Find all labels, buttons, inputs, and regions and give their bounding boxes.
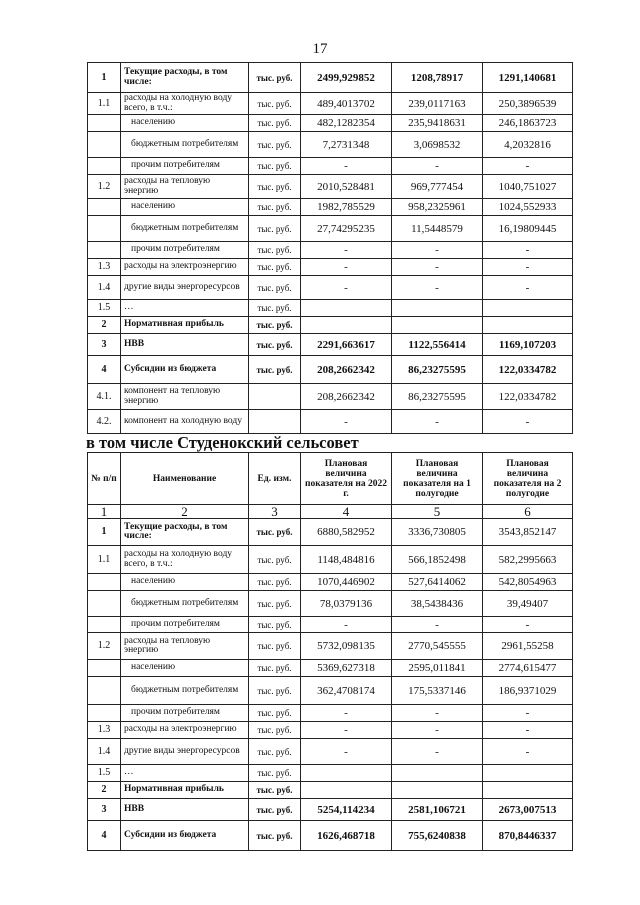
column-number: 4 [301, 505, 392, 519]
column-number: 5 [392, 505, 483, 519]
row-value-h1: 566,1852498 [392, 546, 483, 574]
row-unit: тыс. руб. [249, 591, 301, 617]
row-number [88, 158, 121, 175]
row-value-year: 78,0379136 [301, 591, 392, 617]
row-number: 1.4 [88, 739, 121, 765]
row-value-h1: 2595,011841 [392, 660, 483, 677]
row-value-h1: 2770,545555 [392, 633, 483, 660]
table-row [88, 384, 573, 410]
row-name: Нормативная прибыль [121, 317, 249, 334]
row-number: 2 [88, 317, 121, 334]
row-name: прочим потребителям [121, 242, 249, 259]
row-value-h2: - [483, 722, 573, 739]
table-row [88, 93, 573, 115]
row-name: бюджетным потребителям [121, 132, 249, 158]
table-row [88, 677, 573, 705]
row-unit: тыс. руб. [249, 546, 301, 574]
row-name: населению [121, 199, 249, 216]
table-row [88, 546, 573, 574]
row-number: 1.5 [88, 300, 121, 317]
header-unit: Ед. изм. [249, 453, 301, 505]
row-value-h2: 122,0334782 [483, 356, 573, 384]
row-number: 3 [88, 334, 121, 356]
row-value-h1: 3,0698532 [392, 132, 483, 158]
row-value-h1: 527,6414062 [392, 574, 483, 591]
row-name: другие виды энергоресурсов [121, 739, 249, 765]
row-number: 1.3 [88, 259, 121, 276]
row-value-h2 [483, 765, 573, 782]
row-value-h2: 122,0334782 [483, 384, 573, 410]
row-value-h1: - [392, 617, 483, 633]
row-value-h2: - [483, 739, 573, 765]
row-value-h2: - [483, 705, 573, 722]
row-number: 1.3 [88, 722, 121, 739]
row-name: Текущие расходы, в том числе: [121, 519, 249, 546]
row-value-h2: - [483, 158, 573, 175]
row-value-h2: 2673,007513 [483, 799, 573, 821]
column-number-row [88, 505, 573, 519]
row-value-h2: 3543,852147 [483, 519, 573, 546]
table-row [88, 199, 573, 216]
row-number [88, 216, 121, 242]
row-value-h2: 16,19809445 [483, 216, 573, 242]
row-value-h1: - [392, 259, 483, 276]
row-unit: тыс. руб. [249, 93, 301, 115]
row-value-h1: - [392, 158, 483, 175]
row-name: расходы на холодную воду всего, в т.ч.: [121, 93, 249, 115]
table-row [88, 705, 573, 722]
table-row [88, 334, 573, 356]
row-name: расходы на электроэнергию [121, 722, 249, 739]
row-number [88, 591, 121, 617]
row-value-h1: 38,5438436 [392, 591, 483, 617]
row-value-h2: - [483, 410, 573, 434]
row-name: Субсидии из бюджета [121, 356, 249, 384]
table-row [88, 799, 573, 821]
row-value-h1: 755,6240838 [392, 821, 483, 851]
row-name: бюджетным потребителям [121, 591, 249, 617]
row-value-h2: 4,2032816 [483, 132, 573, 158]
row-value-year: 489,4013702 [301, 93, 392, 115]
row-unit [249, 410, 301, 434]
row-name: населению [121, 660, 249, 677]
table-row [88, 739, 573, 765]
row-number [88, 660, 121, 677]
page-number: 17 [312, 41, 328, 57]
row-name: НВВ [121, 799, 249, 821]
row-value-h1: - [392, 410, 483, 434]
row-value-h1 [392, 782, 483, 799]
row-value-year: 5254,114234 [301, 799, 392, 821]
header-plan-h2: Плановая величина показателя на 2 полугодие [483, 453, 573, 505]
table-row [88, 410, 573, 434]
row-value-year: 1626,468718 [301, 821, 392, 851]
table-row [88, 115, 573, 132]
row-number: 1 [88, 63, 121, 93]
row-unit: тыс. руб. [249, 259, 301, 276]
row-number [88, 242, 121, 259]
section-title: в том числе Студенокский сельсовет [86, 433, 359, 452]
row-unit: тыс. руб. [249, 317, 301, 334]
row-unit: тыс. руб. [249, 356, 301, 384]
budget-table-studenoksky [87, 452, 573, 851]
row-number [88, 115, 121, 132]
row-value-h1: 239,0117163 [392, 93, 483, 115]
row-name: компонент на тепловую энергию [121, 384, 249, 410]
header-plan-2022: Плановая величина показателя на 2022 г. [301, 453, 392, 505]
row-value-h1: 235,9418631 [392, 115, 483, 132]
row-number: 1.1 [88, 546, 121, 574]
row-value-year: - [301, 158, 392, 175]
row-value-year: - [301, 617, 392, 633]
row-unit: тыс. руб. [249, 216, 301, 242]
table-row [88, 574, 573, 591]
row-unit: тыс. руб. [249, 722, 301, 739]
row-number [88, 132, 121, 158]
row-unit: тыс. руб. [249, 677, 301, 705]
row-number [88, 617, 121, 633]
row-unit: тыс. руб. [249, 617, 301, 633]
row-name: бюджетным потребителям [121, 216, 249, 242]
row-unit: тыс. руб. [249, 334, 301, 356]
row-value-h1: 3336,730805 [392, 519, 483, 546]
row-value-h2: - [483, 259, 573, 276]
row-number [88, 574, 121, 591]
row-name: населению [121, 115, 249, 132]
row-unit: тыс. руб. [249, 799, 301, 821]
row-value-h1: 2581,106721 [392, 799, 483, 821]
row-value-year: - [301, 705, 392, 722]
row-number: 3 [88, 799, 121, 821]
table-row [88, 132, 573, 158]
row-value-h1: - [392, 722, 483, 739]
row-value-year: 2010,528481 [301, 175, 392, 199]
row-value-h2: 2961,55258 [483, 633, 573, 660]
row-value-year: 2291,663617 [301, 334, 392, 356]
row-value-year: 1070,446902 [301, 574, 392, 591]
row-name: прочим потребителям [121, 705, 249, 722]
row-value-year: 482,1282354 [301, 115, 392, 132]
row-value-h2: - [483, 276, 573, 300]
row-name: прочим потребителям [121, 158, 249, 175]
row-value-h2: 1040,751027 [483, 175, 573, 199]
row-value-year: 208,2662342 [301, 384, 392, 410]
row-unit: тыс. руб. [249, 821, 301, 851]
row-number: 1.5 [88, 765, 121, 782]
row-unit: тыс. руб. [249, 300, 301, 317]
column-number: 3 [249, 505, 301, 519]
row-value-year: 5732,098135 [301, 633, 392, 660]
row-value-year: 7,2731348 [301, 132, 392, 158]
row-value-year: 208,2662342 [301, 356, 392, 384]
table-row [88, 765, 573, 782]
row-value-h1 [392, 765, 483, 782]
table-row [88, 782, 573, 799]
table-row [88, 317, 573, 334]
row-value-year: 27,74295235 [301, 216, 392, 242]
table-row [88, 660, 573, 677]
header-plan-h1: Плановая величина показателя на 1 полугодие [392, 453, 483, 505]
row-name: расходы на электроэнергию [121, 259, 249, 276]
row-value-h2 [483, 782, 573, 799]
row-value-h2: 2774,615477 [483, 660, 573, 677]
column-number: 6 [483, 505, 573, 519]
row-name: … [121, 300, 249, 317]
header-name: Наименование [121, 453, 249, 505]
row-value-year: 1148,484816 [301, 546, 392, 574]
row-unit: тыс. руб. [249, 574, 301, 591]
row-unit: тыс. руб. [249, 739, 301, 765]
row-value-year: - [301, 410, 392, 434]
row-value-h2: 186,9371029 [483, 677, 573, 705]
row-number: 1 [88, 519, 121, 546]
row-name: расходы на тепловую энергию [121, 633, 249, 660]
table-row [88, 300, 573, 317]
row-unit [249, 384, 301, 410]
row-unit: тыс. руб. [249, 519, 301, 546]
row-value-h1: - [392, 276, 483, 300]
row-unit: тыс. руб. [249, 276, 301, 300]
row-unit: тыс. руб. [249, 765, 301, 782]
table-row [88, 617, 573, 633]
row-unit: тыс. руб. [249, 115, 301, 132]
row-number [88, 705, 121, 722]
row-value-h1: 175,5337146 [392, 677, 483, 705]
table-row [88, 259, 573, 276]
row-value-h2 [483, 317, 573, 334]
row-value-h2: 870,8446337 [483, 821, 573, 851]
row-value-h2: 582,2995663 [483, 546, 573, 574]
row-value-year [301, 300, 392, 317]
table-row [88, 63, 573, 93]
row-unit: тыс. руб. [249, 132, 301, 158]
row-value-year: - [301, 259, 392, 276]
row-unit: тыс. руб. [249, 199, 301, 216]
table-row [88, 519, 573, 546]
table-row [88, 216, 573, 242]
row-number: 1.2 [88, 633, 121, 660]
row-value-year: - [301, 722, 392, 739]
row-value-h1: 86,23275595 [392, 356, 483, 384]
row-name: Текущие расходы, в том числе: [121, 63, 249, 93]
table-row [88, 722, 573, 739]
row-number: 1.4 [88, 276, 121, 300]
row-value-h2: - [483, 617, 573, 633]
row-value-h2: 246,1863723 [483, 115, 573, 132]
row-value-year: 1982,785529 [301, 199, 392, 216]
row-number: 4 [88, 356, 121, 384]
row-value-h2: 542,8054963 [483, 574, 573, 591]
row-value-h1 [392, 300, 483, 317]
column-number: 1 [88, 505, 121, 519]
row-value-h1: - [392, 242, 483, 259]
row-value-year: 5369,627318 [301, 660, 392, 677]
row-number [88, 677, 121, 705]
row-unit: тыс. руб. [249, 782, 301, 799]
row-value-year: - [301, 242, 392, 259]
row-unit: тыс. руб. [249, 242, 301, 259]
row-value-h1: 969,777454 [392, 175, 483, 199]
row-value-year: 2499,929852 [301, 63, 392, 93]
row-value-h2: 250,3896539 [483, 93, 573, 115]
row-number: 1.1 [88, 93, 121, 115]
row-value-h2 [483, 300, 573, 317]
row-number [88, 199, 121, 216]
row-number: 1.2 [88, 175, 121, 199]
row-unit: тыс. руб. [249, 158, 301, 175]
row-value-h1: 1208,78917 [392, 63, 483, 93]
row-value-h1: - [392, 739, 483, 765]
row-value-h1: 1122,556414 [392, 334, 483, 356]
row-unit: тыс. руб. [249, 633, 301, 660]
row-value-year [301, 782, 392, 799]
table-header-row [88, 453, 573, 505]
table-row [88, 633, 573, 660]
row-value-year: - [301, 276, 392, 300]
row-name: прочим потребителям [121, 617, 249, 633]
header-no: № п/п [88, 453, 121, 505]
row-unit: тыс. руб. [249, 63, 301, 93]
row-name: бюджетным потребителям [121, 677, 249, 705]
row-name: расходы на тепловую энергию [121, 175, 249, 199]
row-value-h2: 1169,107203 [483, 334, 573, 356]
row-value-h2: 39,49407 [483, 591, 573, 617]
row-name: населению [121, 574, 249, 591]
row-name: компонент на холодную воду [121, 410, 249, 434]
table-row [88, 356, 573, 384]
row-name: НВВ [121, 334, 249, 356]
row-value-h2: 1291,140681 [483, 63, 573, 93]
row-value-year [301, 317, 392, 334]
row-number: 2 [88, 782, 121, 799]
table-row [88, 158, 573, 175]
row-name: … [121, 765, 249, 782]
row-value-h1 [392, 317, 483, 334]
row-unit: тыс. руб. [249, 660, 301, 677]
table-row [88, 821, 573, 851]
table-row [88, 276, 573, 300]
row-name: другие виды энергоресурсов [121, 276, 249, 300]
row-value-h1: 11,5448579 [392, 216, 483, 242]
row-value-h1: - [392, 705, 483, 722]
row-value-h1: 86,23275595 [392, 384, 483, 410]
table-row [88, 242, 573, 259]
row-number: 4.1. [88, 384, 121, 410]
row-name: Нормативная прибыль [121, 782, 249, 799]
row-value-h2: - [483, 242, 573, 259]
row-value-year: 6880,582952 [301, 519, 392, 546]
row-number: 4 [88, 821, 121, 851]
budget-table-total [87, 62, 573, 434]
row-unit: тыс. руб. [249, 175, 301, 199]
column-number: 2 [121, 505, 249, 519]
row-unit: тыс. руб. [249, 705, 301, 722]
row-value-h2: 1024,552933 [483, 199, 573, 216]
row-number: 4.2. [88, 410, 121, 434]
table-row [88, 175, 573, 199]
row-value-year: 362,4708174 [301, 677, 392, 705]
row-value-h1: 958,2325961 [392, 199, 483, 216]
table-row [88, 591, 573, 617]
row-value-year [301, 765, 392, 782]
row-value-year: - [301, 739, 392, 765]
row-name: расходы на холодную воду всего, в т.ч.: [121, 546, 249, 574]
row-name: Субсидии из бюджета [121, 821, 249, 851]
